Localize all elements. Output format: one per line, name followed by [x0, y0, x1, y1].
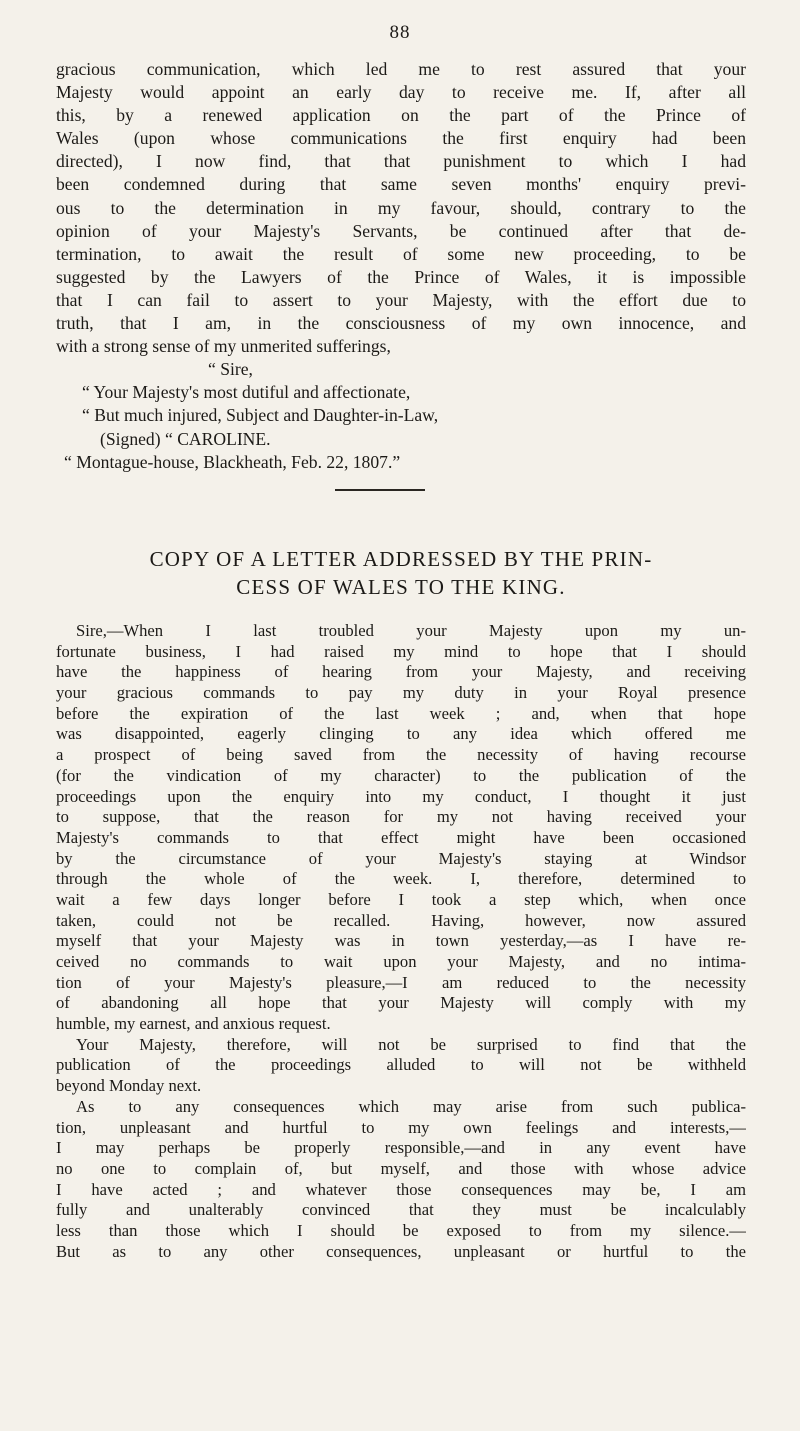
heading-line: COPY OF A LETTER ADDRESSED BY THE PRIN- — [149, 547, 653, 571]
letter-one-line: directed), I now find, that that punishment to which I had — [56, 151, 746, 172]
letter-two-line: As to any consequences which may arise from such publica- — [76, 1096, 746, 1116]
letter-one-line: been condemned during that same seven months' enquiry previ- — [56, 174, 746, 195]
closing-line: “ Your Majesty's most dutiful and affectionate, — [82, 382, 411, 403]
letter-two-line: But as to any other consequences, unpleasant or hurtful to the — [56, 1241, 746, 1261]
letter-two-line: before the expiration of the last week ; and, when that hope — [56, 703, 746, 723]
letter-two-line: fully and unalterably convinced that they must be incalculably — [56, 1200, 746, 1220]
letter-two — [56, 621, 746, 1262]
letter-two-line: have the happiness of hearing from your Majesty, and receiving — [56, 662, 746, 682]
letter-two-line: of abandoning all hope that your Majesty will comply with my — [56, 993, 746, 1013]
letter-one-line: opinion of your Majesty's Servants, be continued after that de- — [56, 220, 746, 241]
letter-one-line: Wales (upon whose communications the first enquiry had been — [56, 128, 746, 149]
letter-two-line: publication of the proceedings alluded to will not be withheld — [56, 1055, 746, 1075]
section-divider — [335, 489, 425, 491]
letter-two-line: I have acted ; and whatever those consequences may be, I am — [56, 1179, 746, 1199]
letter-two-line: (for the vindication of my character) to the publication of the — [56, 765, 746, 785]
letter-two-line: Your Majesty, therefore, will not be surprised to find that the — [76, 1034, 746, 1054]
letter-one-line: this, by a renewed application on the part of the Prince of — [56, 105, 746, 126]
letter-two-line: Sire,—When I last troubled your Majesty upon my un- — [76, 621, 746, 640]
section-heading — [56, 545, 746, 601]
letter-two-line: wait a few days longer before I took a step which, when once — [56, 889, 746, 909]
letter-two-line: was disappointed, eagerly clinging to any idea which offered me — [56, 724, 746, 744]
letter-one-line: suggested by the Lawyers of the Prince of Wales, it is impossible — [56, 266, 746, 287]
letter-two-line: tion, unpleasant and hurtful to my own feelings and interests,— — [56, 1117, 746, 1137]
letter-one-line: truth, that I am, in the consciousness of my own innocence, and — [56, 313, 746, 334]
closing-line: “ But much injured, Subject and Daughter-in-Law, — [82, 405, 439, 426]
letter-one-line: that I can fail to assert to your Majesty, with the effort due to — [56, 289, 746, 310]
signature-line: (Signed) “ CAROLINE. — [100, 428, 271, 449]
letter-two-line: proceedings upon the enquiry into my conduct, I thought it just — [56, 786, 746, 806]
letter-two-line: no one to complain of, but myself, and those with whose advice — [56, 1158, 746, 1178]
letter-two-line: your gracious commands to pay my duty in your Royal presence — [56, 683, 746, 703]
letter-two-line: tion of your Majesty's pleasure,—I am reduced to the necessity — [56, 972, 746, 992]
letter-address-date: “ Montague-house, Blackheath, Feb. 22, 1807.” — [64, 451, 401, 472]
letter-one-line: gracious communication, which led me to rest assured that your — [56, 59, 746, 79]
letter-two-line: I may perhaps be properly responsible,—and in any event have — [56, 1138, 746, 1158]
letter-one-line: Majesty would appoint an early day to receive me. If, after all — [56, 82, 746, 103]
letter-two-line: myself that your Majesty was in town yesterday,—as I have re- — [56, 931, 746, 951]
letter-one-line: termination, to await the result of some new proceeding, to be — [56, 243, 746, 264]
heading-line: CESS OF WALES TO THE KING. — [236, 575, 566, 599]
letter-two-line: Majesty's commands to that effect might have been occasioned — [56, 827, 746, 847]
letter-two-line: ceived no commands to wait upon your Majesty, and no intima- — [56, 952, 746, 971]
letter-two-line: by the circumstance of your Majesty's staying at Windsor — [56, 848, 746, 868]
letter-one-line: with a strong sense of my unmerited sufferings, — [56, 336, 391, 357]
closing-salutation: “ Sire, — [208, 359, 253, 380]
letter-two-line: through the whole of the week. I, therefore, determined to — [56, 869, 746, 889]
letter-two-line: less than those which I should be exposed to from my silence.— — [56, 1220, 746, 1240]
letter-two-line: taken, could not be recalled. Having, however, now assured — [56, 910, 746, 930]
letter-two-line: humble, my earnest, and anxious request. — [56, 1014, 331, 1034]
letter-two-line: to suppose, that the reason for my not having received your — [56, 807, 746, 827]
letter-one-line: ous to the determination in my favour, should, contrary to the — [56, 197, 746, 218]
letter-two-line: fortunate business, I had raised my mind to hope that I should — [56, 641, 746, 661]
letter-two-line: beyond Monday next. — [56, 1076, 202, 1096]
letter-one — [56, 58, 746, 474]
page-number: 88 — [389, 22, 411, 43]
letter-two-line: a prospect of being saved from the necessity of having recourse — [56, 745, 746, 765]
